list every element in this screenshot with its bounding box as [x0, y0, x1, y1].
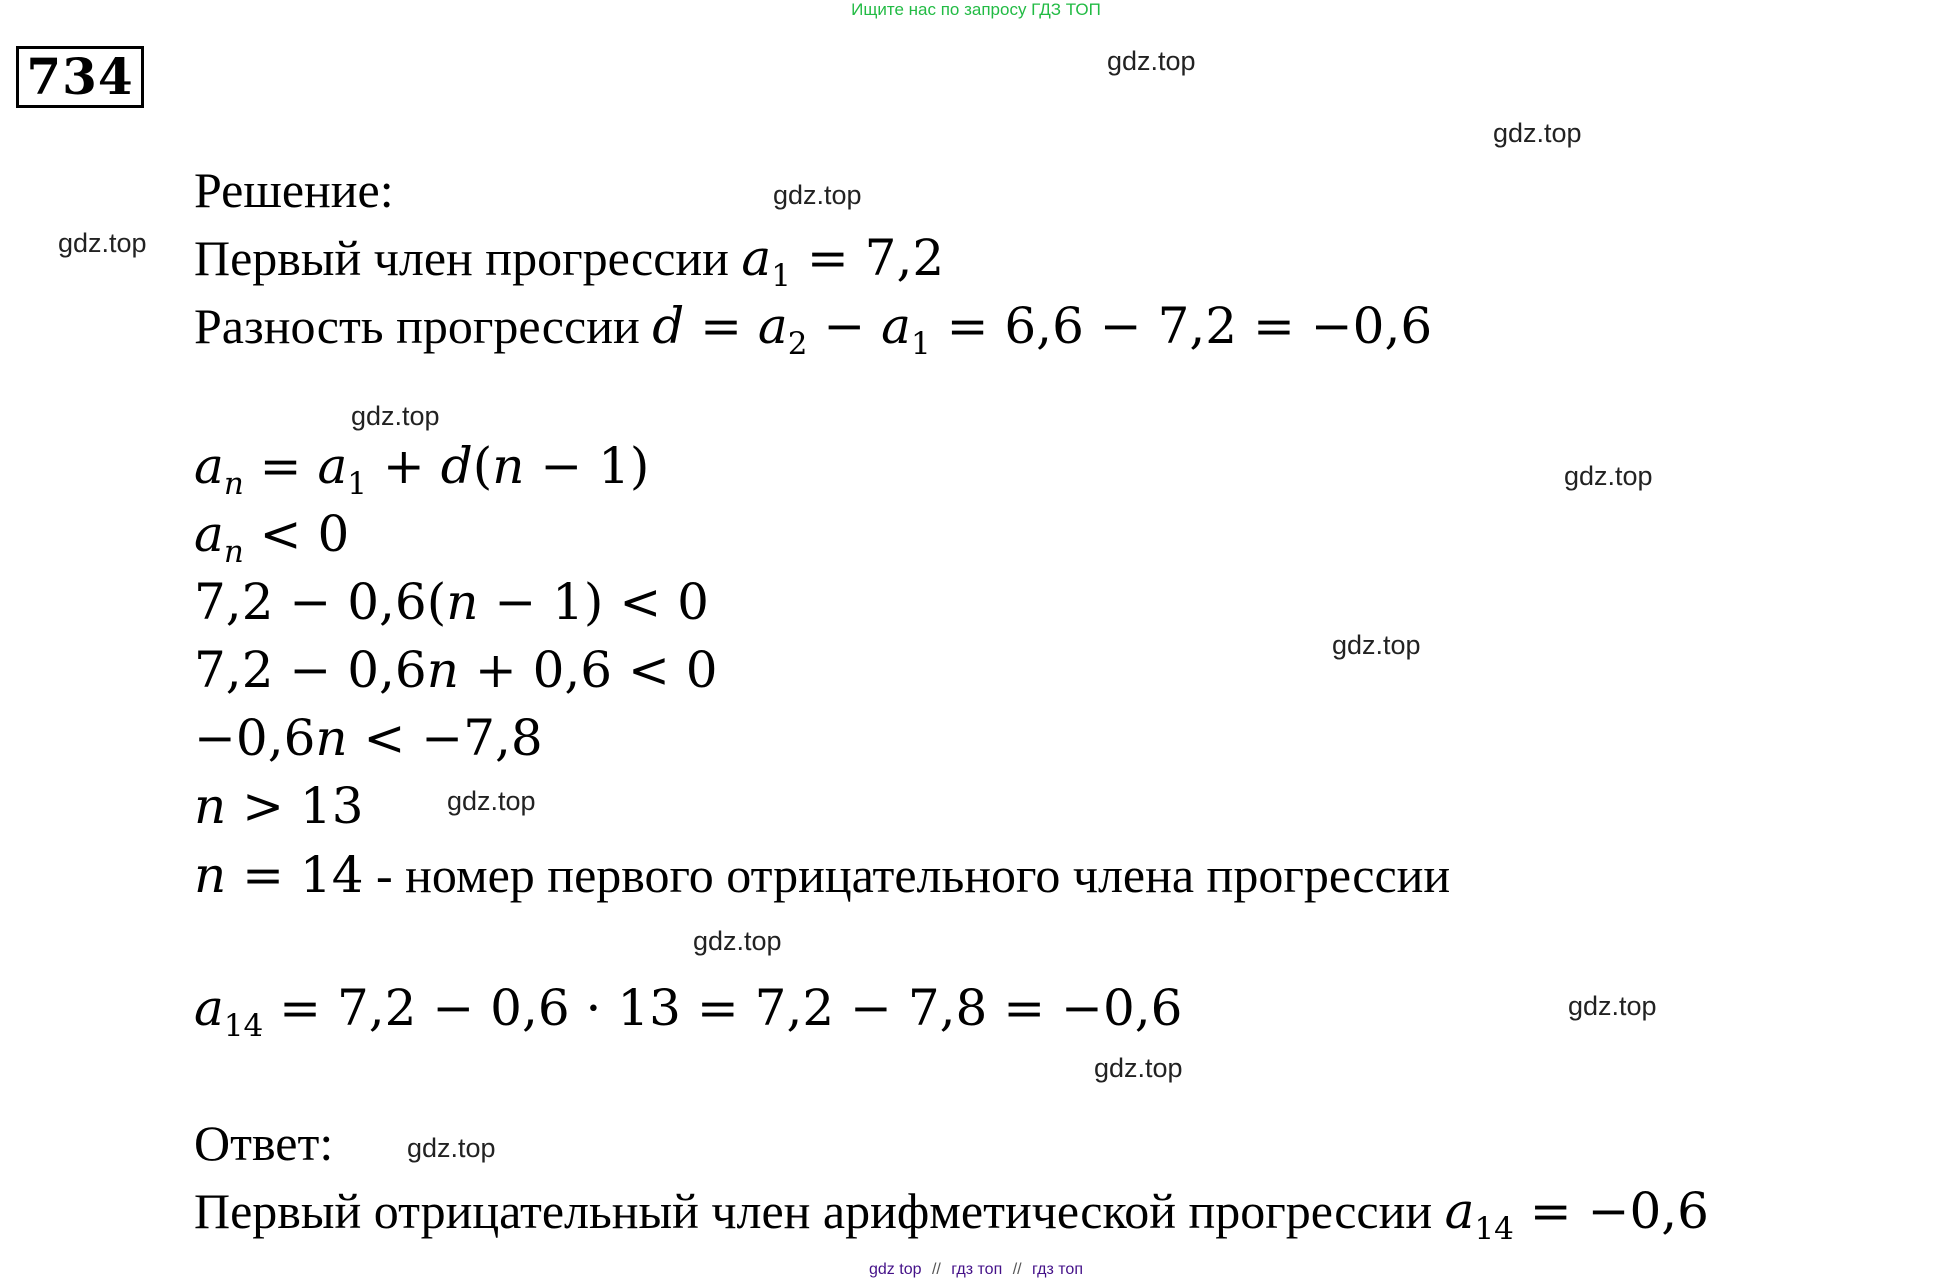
minus: −: [807, 297, 882, 355]
step-3: [194, 708, 543, 768]
var-a: a: [317, 437, 348, 495]
watermark: gdz.top: [1493, 118, 1582, 148]
rhs: = −0,6: [1513, 1182, 1709, 1240]
footer-link[interactable]: гдз топ: [1032, 1261, 1083, 1278]
var-a: a: [757, 297, 788, 355]
watermark: gdz.top: [1564, 461, 1653, 491]
difference-line: [194, 296, 1433, 362]
var-d: d: [652, 297, 685, 355]
post: + 0,6 < 0: [458, 641, 718, 699]
step-5-text: - номер первого отрицательного члена прогрессии: [363, 847, 1451, 903]
answer-label: Ответ:: [194, 1115, 334, 1171]
var-a: a: [1444, 1182, 1475, 1240]
step-4: [194, 776, 364, 836]
watermark: gdz.top: [1094, 1053, 1183, 1083]
var-a: a: [194, 505, 224, 563]
answer-formula: [1444, 1182, 1709, 1247]
var-a: a: [741, 229, 772, 287]
answer-text: Первый отрицательный член арифметической прогрессии: [194, 1183, 1445, 1239]
post: − 1) < 0: [478, 573, 709, 631]
step-5: [194, 845, 1450, 905]
general-formula: [194, 436, 650, 502]
eq: =: [684, 297, 758, 355]
step-2: [194, 640, 718, 700]
paren: (: [472, 437, 493, 495]
post: < −7,8: [347, 709, 543, 767]
watermark: gdz.top: [407, 1133, 496, 1163]
pre: 7,2 − 0,6(: [194, 573, 447, 631]
var-n: n: [194, 777, 227, 835]
watermark: gdz.top: [58, 228, 147, 258]
task-number: 734: [16, 46, 144, 108]
var-n: n: [315, 709, 348, 767]
promo-banner[interactable]: Ищите нас по запросу ГДЗ ТОП: [851, 0, 1101, 19]
step-1: [194, 572, 709, 632]
post: = 14: [226, 846, 364, 904]
var-a: a: [194, 437, 224, 495]
rhs: = 7,2 − 0,6 · 13 = 7,2 − 7,8 = −0,6: [263, 979, 1183, 1037]
var-n: n: [492, 437, 525, 495]
var-n: n: [426, 641, 459, 699]
subscript: 14: [1474, 1210, 1514, 1247]
first-term-formula: [741, 229, 945, 294]
plus: +: [367, 437, 441, 495]
watermark: gdz.top: [773, 180, 862, 210]
calculation: [194, 978, 1183, 1044]
rhs: = 7,2: [790, 229, 945, 287]
watermark: gdz.top: [351, 401, 440, 431]
var-a: a: [881, 297, 911, 355]
watermark: gdz.top: [447, 786, 536, 816]
subscript: 1: [910, 325, 931, 362]
rhs: < 0: [243, 505, 350, 563]
footer-separator: //: [1012, 1261, 1022, 1278]
subscript: 1: [347, 465, 368, 502]
subscript: n: [223, 465, 244, 502]
var-d: d: [440, 437, 473, 495]
var-n: n: [194, 846, 227, 904]
post: > 13: [226, 777, 364, 835]
rhs: − 1): [524, 437, 650, 495]
difference-label: Разность прогрессии: [194, 298, 640, 354]
rhs: = 6,6 − 7,2 = −0,6: [930, 297, 1433, 355]
footer-separator: //: [931, 1261, 941, 1278]
subscript: 2: [787, 325, 808, 362]
pre: −0,6: [194, 709, 316, 767]
subscript: 14: [223, 1007, 264, 1044]
first-term-line: [194, 228, 945, 294]
eq: =: [243, 437, 318, 495]
subscript: 1: [771, 257, 791, 294]
subscript: n: [223, 533, 244, 570]
watermark: gdz.top: [1332, 630, 1421, 660]
watermark: gdz.top: [1568, 991, 1657, 1021]
inequality: [194, 504, 350, 570]
answer-line: [194, 1181, 1709, 1247]
var-n: n: [446, 573, 479, 631]
watermark: gdz.top: [693, 926, 782, 956]
footer-link[interactable]: gdz top: [869, 1261, 922, 1278]
footer-link[interactable]: гдз топ: [951, 1261, 1003, 1278]
solution-label: Решение:: [194, 162, 394, 218]
watermark: gdz.top: [1107, 46, 1196, 76]
difference-formula: [652, 297, 1433, 362]
pre: 7,2 − 0,6: [194, 641, 427, 699]
footer-links: [0, 1261, 1952, 1279]
first-term-label: Первый член прогрессии: [194, 230, 729, 286]
var-a: a: [194, 979, 224, 1037]
